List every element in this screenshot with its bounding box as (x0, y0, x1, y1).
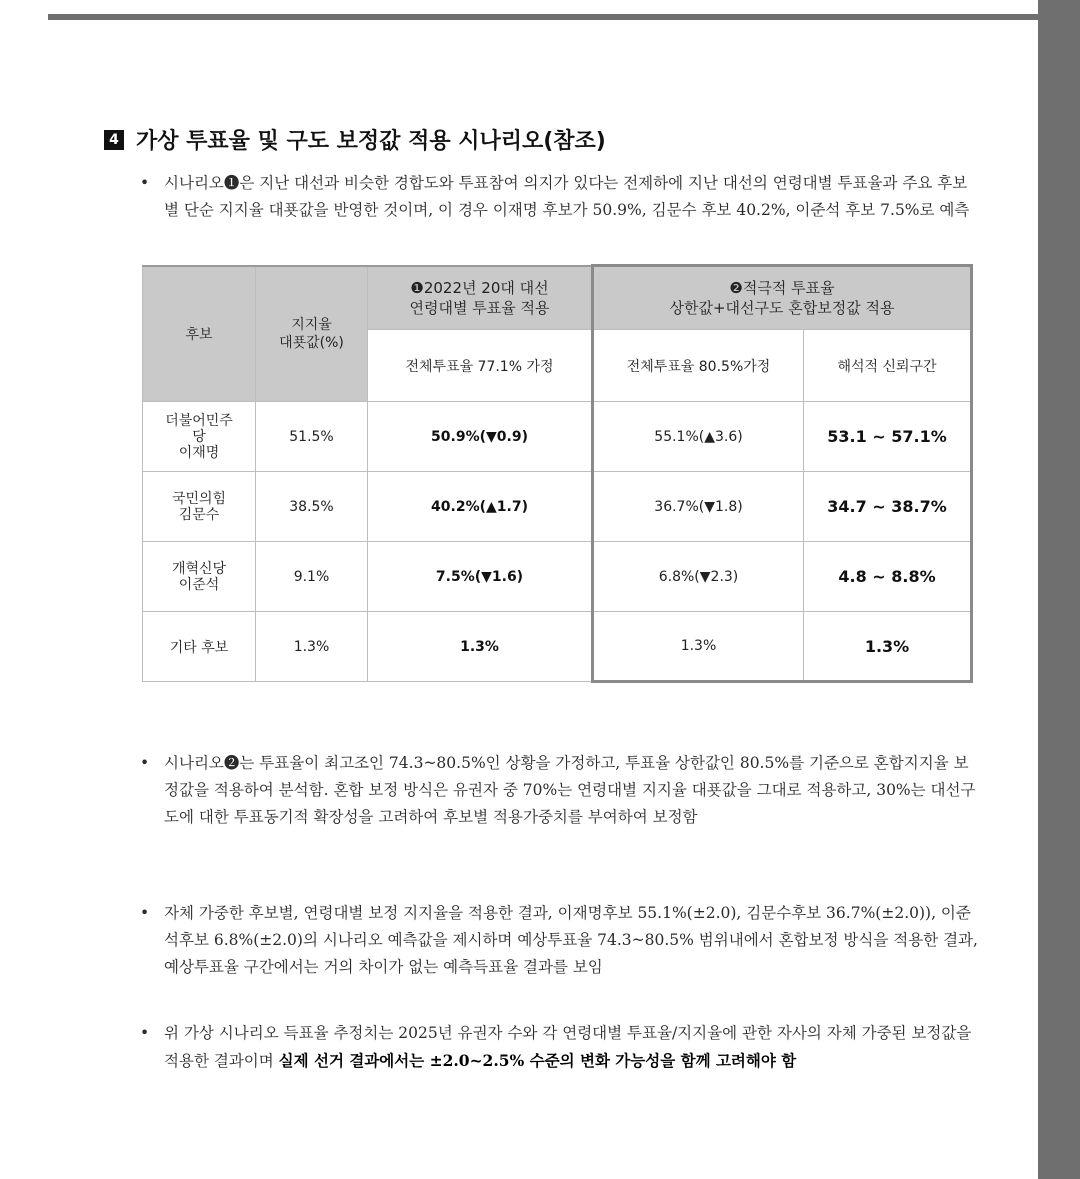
row-scenario1: 40.2%(▲1.7) (368, 472, 593, 542)
bullet-text (140, 1020, 980, 1075)
row-scenario1: 7.5%(▼1.6) (368, 542, 593, 612)
row-candidate: 기타 후보 (143, 612, 256, 682)
section-title: 가상 투표율 및 구도 보정값 적용 시나리오(참조) (136, 129, 606, 154)
scenario-table (142, 264, 973, 683)
row-scenario2: 1.3% (593, 612, 804, 682)
row-support: 38.5% (256, 472, 368, 542)
row-ci: 34.7 ~ 38.7% (804, 472, 972, 542)
bullet-text: 시나리오❶은 지난 대선과 비슷한 경합도와 투표참여 의지가 있다는 전제하에 지난 대선의 연령대별 투표율과 주요 후보별 단순 지지율 대푯값을 반영한 것이며, 이 경우 이재명 후보가 50.9%, 김문수 후보 40.2%, 이준석 후보 7.5%로 예측 (164, 174, 970, 219)
row-scenario2: 55.1%(▲3.6) (593, 402, 804, 472)
bullet-dot: • (140, 754, 150, 772)
bullet-text: 시나리오❷는 투표율이 최고조인 74.3~80.5%인 상황을 가정하고, 투표율 상한값인 80.5%를 기준으로 혼합지지율 보정값을 적용하여 분석함. 혼합 보정 방식은 유권자 중 70%는 연령대별 지지율 대푯값을 그대로 적용하고, 30%는 대선구도에 대한 투표동기적 확장성을 고려하여 후보별 적용가중치를 부여하여 보정함 (164, 754, 976, 826)
header-candidate: 후보 (143, 266, 256, 402)
table-row (143, 472, 972, 542)
section-number: 4 (104, 130, 124, 150)
row-support: 51.5% (256, 402, 368, 472)
header-scenario2: ❷적극적 투표율 상한값+대선구도 혼합보정값 적용 (593, 266, 972, 330)
row-scenario1: 1.3% (368, 612, 593, 682)
row-ci: 4.8 ~ 8.8% (804, 542, 972, 612)
row-scenario1: 50.9%(▼0.9) (368, 402, 593, 472)
bullet-disclaimer (140, 1020, 980, 1075)
disclaimer-plain: 위 가상 시나리오 득표율 추정치는 2025년 유권자 수와 각 연령대별 투표율/지지율에 관한 자사의 자체 가중된 보정값을 적용한 결과이며 (164, 1024, 972, 1070)
bullet-scenario1 (140, 170, 980, 224)
header-scenario1-sub: 전체투표율 77.1% 가정 (368, 330, 593, 402)
section-heading (104, 124, 606, 155)
row-ci: 53.1 ~ 57.1% (804, 402, 972, 472)
header-support: 지지율 대푯값(%) (256, 266, 368, 402)
row-scenario2: 6.8%(▼2.3) (593, 542, 804, 612)
bullet-dot: • (140, 174, 150, 192)
row-support: 9.1% (256, 542, 368, 612)
disclaimer-bold: 실제 선거 결과에서는 ±2.0~2.5% 수준의 변화 가능성을 함께 고려해야 함 (278, 1051, 797, 1070)
header-scenario2-sub: 전체투표율 80.5%가정 (593, 330, 804, 402)
table-row (143, 542, 972, 612)
right-edge-bar (1038, 0, 1080, 1179)
top-rule (48, 14, 1038, 20)
row-candidate: 더불어민주 당 이재명 (143, 402, 256, 472)
table-row (143, 612, 972, 682)
bullet-scenario2 (140, 750, 980, 831)
bullet-weighted-result (140, 900, 980, 981)
row-support: 1.3% (256, 612, 368, 682)
bullet-dot: • (140, 1024, 150, 1042)
row-candidate: 국민의힘 김문수 (143, 472, 256, 542)
table-row (143, 402, 972, 472)
row-scenario2: 36.7%(▼1.8) (593, 472, 804, 542)
row-ci: 1.3% (804, 612, 972, 682)
header-scenario1: ❶2022년 20대 대선 연령대별 투표율 적용 (368, 266, 593, 330)
bullet-dot: • (140, 904, 150, 922)
header-scenario2-ci: 해석적 신뢰구간 (804, 330, 972, 402)
bullet-text: 자체 가중한 후보별, 연령대별 보정 지지율을 적용한 결과, 이재명후보 55.1%(±2.0), 김문수후보 36.7%(±2.0)), 이준석후보 6.8%(±2.0)의 시나리오 예측값을 제시하며 예상투표율 74.3~80.5% 범위내에서 혼합보정 방식을 적용한 결과, 예상투표율 구간에서는 거의 차이가 없는 예측득표율 결과를 보임 (164, 904, 978, 976)
row-candidate: 개혁신당 이준석 (143, 542, 256, 612)
